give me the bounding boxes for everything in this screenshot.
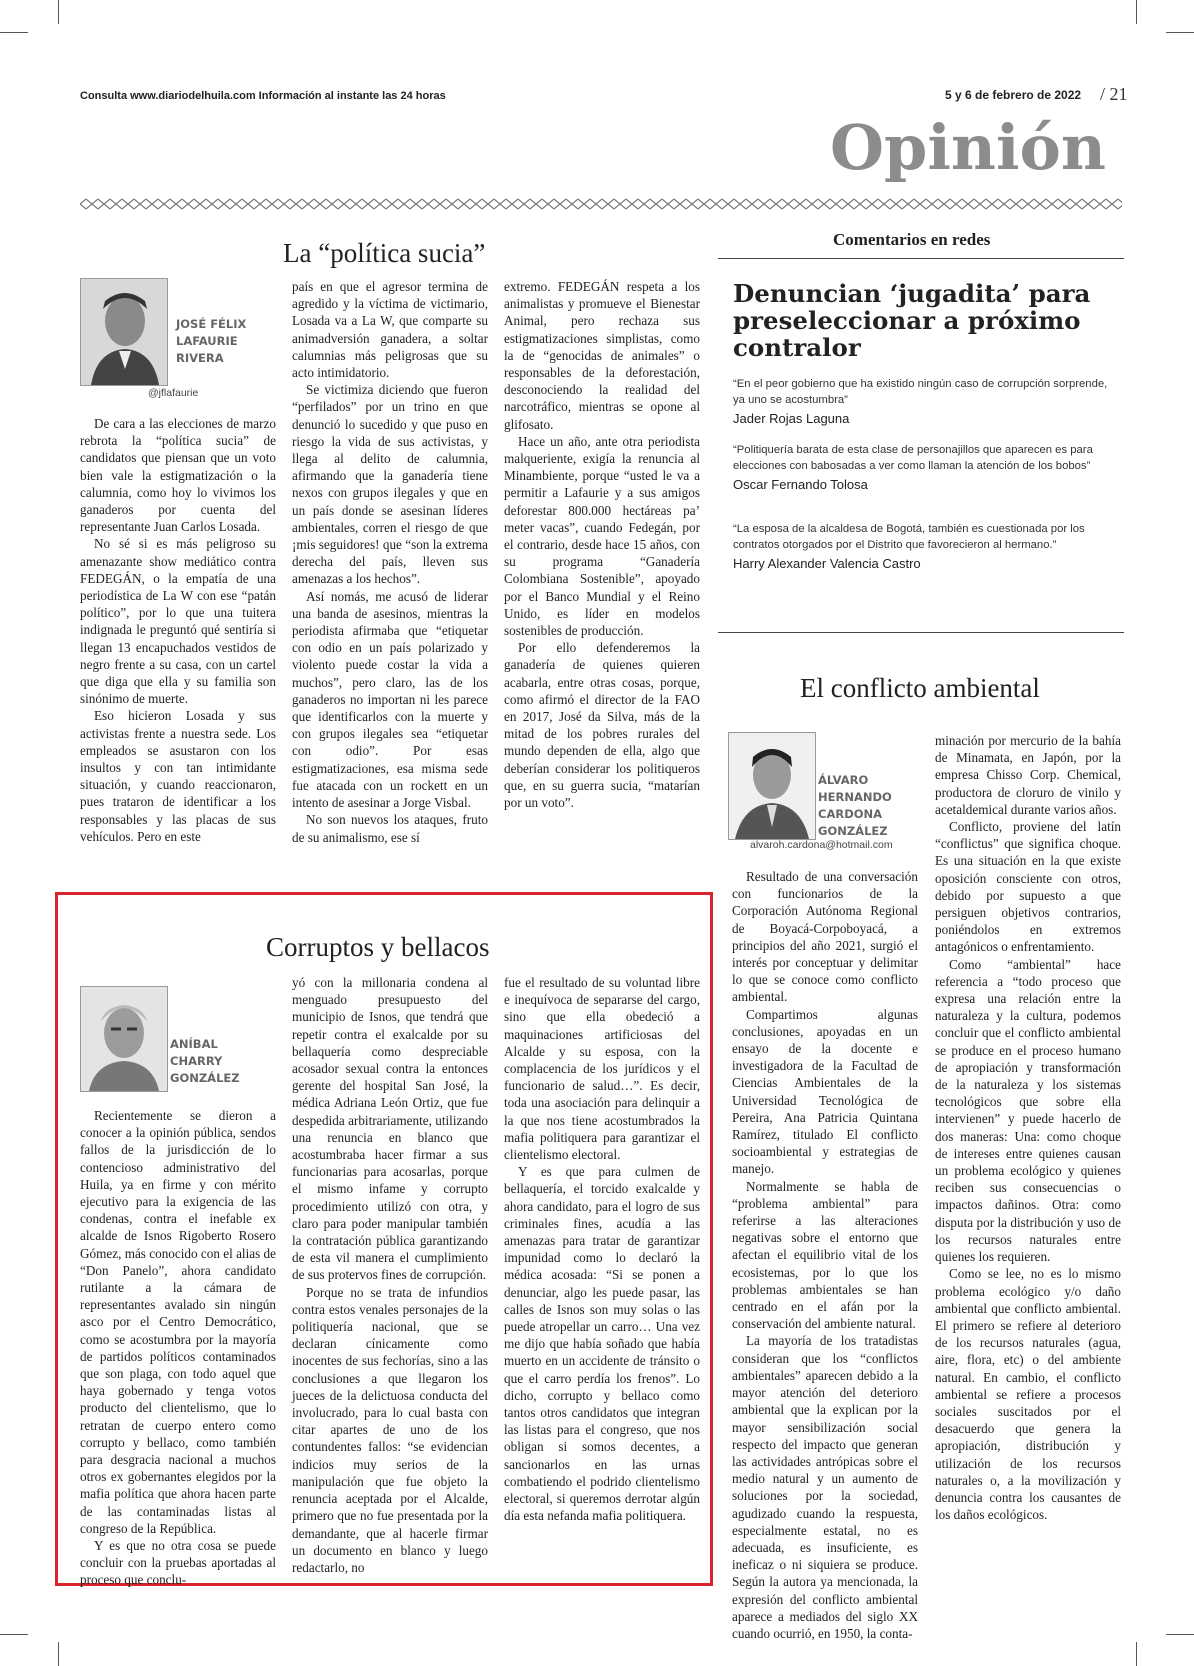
article-title: Corruptos y bellacos — [266, 932, 490, 962]
crop-mark — [58, 0, 59, 24]
author-email: alvaroh.cardona@hotmail.com — [750, 839, 893, 851]
article-column: país en que el agresor termina de agredido y la víctima de victimario, Losada va a La W, que comparte su animadversión ganadera, a soltar calumnias más peligrosas que su acto intimidatorio. Se victimiza diciendo que fueron “perfilados” por un trino en que denunció lo sucedido y que puso en riesgo la vida de sus activistas, y llega al delito de calumnia, afirmando que la ganadería tiene nexos con grupos ilegales y que en un país donde se asesinan líderes ambientales, corren el riesgo de que ¡mis seguidores! que “son la extrema derecha del país, lleven sus amenazas a los hechos”. Así nomás, me acusó de liderar una banda de asesinos, mientras la periodista afirmaba que “etiquetar con odio en un país polarizado y violento puede costar la vida a muchos”, pero claro, las de los ganaderos no importan ni les parece que identificarlos con la muerte y con grupos ilegales sea “etiquetar con odio”. Por esas estigmatizaciones, esa misma sede fue atacada con un rockett en un intento de asesinar a Jorge Visbal. No son nuevos los ataques, fruto de su animalismo, ese sí — [292, 279, 488, 845]
author-name: JOSÉ FÉLIX LAFAURIE RIVERA — [176, 317, 247, 365]
header-tagline: Consulta www.diariodelhuila.com Información al instante las 24 horas — [80, 90, 446, 102]
crop-mark — [1136, 1642, 1137, 1666]
author-photo — [728, 732, 816, 840]
author-handle: @jflafaurie — [148, 387, 199, 399]
article-column: Resultado de una conversación con funcionarios de la Corporación Autónoma Regional de Boyacá-Corpoboyacá, a principios del año 2021, surgió el interés por conceptuar y delimitar lo que se conoce como conflicto ambiental. Compartimos algunas conclusiones, apoyadas en un ensayo de la docente e investigadora de la Facultad de Ciencias Ambientales de la Universidad Tecnológica de Pereira, Ana Patricia Quintana Ramírez, titulado El conflicto socioambiental y estrategias de manejo. Normalmente se habla de “problema ambiental” para referirse a las alteraciones negativas sobre el entorno que afectan el equilibrio vital de los ecosistemas, por lo que los problemas ambientales se han centrado en el afán por la conservación del ambiente natural. La mayoría de los tratadistas consideran que los “conflictos ambientales” aparecen debido a la mayor atención del deterioro ambiental que la explican por la mayor sensibilización social respecto del impacto que generan las actividades antrópicas sobre el medio natural y un aumento de soluciones por la sociedad, agudizado cuando la respuesta, especialmente estatal, no es adecuada, es insuficiente, es ineficaz o ni siquiera se produce. Según la autora ya mencionada, la expresión del conflicto ambiental aparece a mediados del siglo XX cuando ocurrió, en 1950, la conta- — [732, 869, 918, 1641]
header-date: 5 y 6 de febrero de 2022 — [945, 88, 1082, 102]
social-comment: “La esposa de la alcaldesa de Bogotá, también es cuestionada por los contratos otorgados por el Distrito que favorecieron al hermano.” Harry Alexander Valencia Castro — [733, 523, 1085, 571]
section-title: Opinión — [830, 111, 1106, 184]
crop-mark — [58, 1642, 59, 1666]
author-name: ANÍBAL CHARRY GONZÁLEZ — [170, 1037, 240, 1085]
crop-mark — [1136, 0, 1137, 24]
article-column: Recientemente se dieron a conocer a la opinión pública, sendos fallos de la jurisdicción de lo contencioso administrativo del Huila, ya en firme y con mérito ejecutivo para la exigencia de las condenas, contra el inefable ex alcalde de Isnos Rigoberto Rosero Gómez, más conocido con el alias de “Don Panelo”, ahora candidato rutilante a la cámara de representantes avalado sin ningún asco por el Centro Democrático, como se acostumbra por la mayoría de partidos políticos contaminados que son plaga, con todo aquel que haya gobernado y tenga votos producto del clientelismo, que lo retratan de cuerpo entero como corrupto y bellaco, como también para desgracia nacional a muchos otros ex gobernantes elegidos por la mafia política que ahora hacen parte de las contaminadas listas al congreso de la República. Y es que no otra cosa se puede concluir con la pruebas aportadas al proceso que conclu- — [80, 1108, 276, 1588]
author-photo — [80, 278, 168, 386]
divider — [718, 258, 1124, 259]
author-name: ÁLVARO HERNANDO CARDONA GONZÁLEZ — [818, 773, 892, 838]
article-title: El conflicto ambiental — [800, 673, 1040, 703]
crop-mark — [1166, 1634, 1194, 1635]
article-column: yó con la millonaria condena al menguado presupuesto del municipio de Isnos, que tendrá que repetir contra el exalcalde por su bellaquería como despreciable acosador sexual contra la entonces gerente del hospital San José, la médica Adriana León Ortiz, que fue despedida arbitrariamente, utilizando una renuncia en blanco que acostumbraba hacer firmar a sus funcionarias para acosarlas, porque el mismo infame y corrupto procedimiento utilizó con otra, y claro para poder manipular también la contratación pública garantizando de esta vil manera el cumplimiento de sus protervos fines de corrupción. Porque no se trata de infundios contra estos venales personajes de la politiquería nacional, que se declaran cínicamente como inocentes de sus fechorías, sino a las conclusiones a que llegaron los jueces de la delictuosa conducta del involucrado, para lo cual basta con citar apartes de uno de los contundentes fallos: “se evidencian indicios muy serios de la manipulación que fue objeto la renuncia aceptada por el Alcalde, primero que no fue presentada por la demandante, que al hacerle firmar un documento en blanco y luego redactarlo, no — [292, 975, 488, 1575]
social-comment: “Politiquería barata de esta clase de personajillos que aparecen es para elecciones con babosadas a ver como llaman la atención de los bobos” Oscar Fernando Tolosa — [733, 444, 1093, 492]
social-comments-heading: Comentarios en redes — [833, 230, 991, 249]
crop-mark — [0, 32, 28, 33]
article-column: extremo. FEDEGÁN respeta a los animalistas y promueve el Bienestar Animal, pero rechaza sus estigmatizaciones simplistas, como la de “genocidas de animales” o responsables de la deforestación, desconociendo la realidad del narcotráfico, mientras se opone al glifosato. Hace un año, ante otra periodista malqueriente, exigía la renuncia al Minambiente, porque “usted le va a permitir a Lafaurie y a sus amigos deforestar 800.000 hectáreas pa’ meter vacas”, cuando Fedegán, por el contrario, desde hace 15 años, con su programa “Ganadería Colombiana Sostenible”, apoyado por el Banco Mundial y el Reino Unido, es líder en modelos sostenibles de producción. Por ello defenderemos la ganadería de quienes quieren acabarla, entre otras cosas, porque, como afirmó el director de la FAO en 2017, José da Silva, más de la mitad de los pobres rurales del mundo dependen de ella, algo que deberían considerar los politiqueros que, en su guerra sucia, “matarían por un voto”. — [504, 279, 700, 811]
social-headline: Denuncian ‘jugadita’ para preseleccionar a próximo contralor — [733, 279, 1091, 362]
article-column: minación por mercurio de la bahía de Minamata, en Japón, por la empresa Chisso Corp. Chemical, productora de cloruro de vinilo y acetaldemical durante varios años. Conflicto, proviene del latín “conflictus” que significa choque. Es una situación en la que existe oposición consciente con otros, debido por supuesto a que persiguen objetivos contrarios, poniéndolos en extremos antagónicos o enfrentamiento. Como “ambiental” hace referencia a “todo proceso que expresa una relación entre la naturaleza y la cultura, podemos concluir que el conflicto ambiental se produce en el proceso humano de apropiación y transformación de la naturaleza y los sistemas tecnológicos que sobre ella intervienen” y puede hacerlo de dos maneras: Una: como choque de intereses entre quienes causan un problema ecológico y quienes reciben sus consecuencias o impactos dañinos. Otra: como disputa por la distribución y uso de los recursos naturales entre quienes los requieren. Como se lee, no es lo mismo problema ecológico y/o daño ambiental que conflicto ambiental. El primero se refiere al deterioro de los recursos naturales (agua, aire, flora, etc) o del ambiente natural. En cambio, el conflicto ambiental se refiere a procesos sociales suscitados por el desacuerdo que genera la apropiación, distribución y utilización de los recursos naturales o, a la movilización y denuncia contra los causantes de los daños ecológicos. — [935, 733, 1121, 1523]
crop-mark — [1166, 32, 1194, 33]
article-column: De cara a las elecciones de marzo rebrota la “política sucia” de candidatos que piensan que un voto bien vale la estigmatización o la calumnia, como hoy lo vivimos los ganaderos por cuenta del representante Juan Carlos Losada. No sé si es más peligroso su amenazante show mediático contra FEDEGÁN, o la empatía de una periodística de La W con ese “patán político”, por lo que una tuitera indignada le preguntó qué sentiría si llegan 13 encapuchados vestidos de negro frente a su casa, con un cartel que diga que ella y su familia son sinónimo de muerte. Eso hicieron Losada y sus activistas frente a nuestra sede. Los empleados se asustaron con los insultos y con tan intimidante situación, y cuando reaccionaron, pues trataron de identificar a los responsables y las placas de sus vehículos. Pero en este — [80, 416, 276, 844]
divider — [718, 632, 1124, 633]
article-title: La “política sucia” — [283, 238, 486, 268]
article-column: fue el resultado de su voluntad libre e inequívoca de separarse del cargo, sino que ella obedeció a maquinaciones artificiosas del Alcalde y su esposa, con la complacencia de los jurídicos y el funcionario de salud…”. Es decir, toda una asociación para delinquir a la que nos tiene acostumbrados la mafia politiquera para garantizar el clientelismo electoral. Y es que para culmen de bellaquería, el torcido exalcalde y ahora candidato, para el logro de sus criminales fines, acudía a las amenazas para tratar de garantizar impunidad como lo declaró la médica acosada: “Si se ponen a denunciar, algo les puede pasar, las calles de Isnos son muy solas o las puede atropellar un carro… Una vez me dijo que había soñado que había muerto en un accidente de tránsito o que el carro perdía los frenos”. Lo dicho, corrupto y bellaco como tantos otros candidatos que integran las listas para el congreso, que nos obligan si somos decentes, a sancionarlos en las urnas combatiendo el podrido clientelismo electoral, si queremos derrotar algún día esta nefanda mafia politiquera. — [504, 975, 700, 1524]
author-photo — [80, 986, 168, 1092]
decorative-divider — [80, 198, 1122, 210]
crop-mark — [0, 1634, 28, 1635]
page-number: / 21 — [1100, 84, 1128, 104]
social-comment: “En el peor gobierno que ha existido ningún caso de corrupción sorprende, ya uno se acostumbra” Jader Rojas Laguna — [733, 378, 1108, 426]
